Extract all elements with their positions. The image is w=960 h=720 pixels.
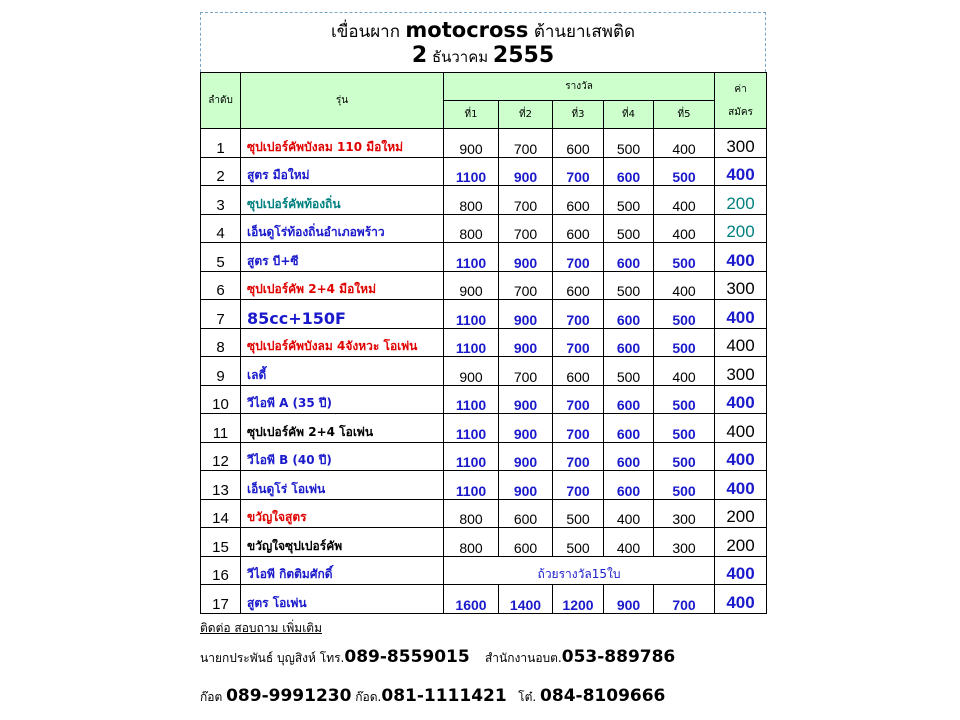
class-name: ซุปเปอร์คัพท้องถิ่น [241, 186, 444, 215]
table-row [201, 471, 767, 500]
prize-place-4: 600 [604, 243, 654, 272]
table-row [201, 385, 767, 414]
date-month: ธันวาคม [431, 48, 489, 66]
prize-place-4: 600 [604, 300, 654, 329]
prize-place-3: 600 [553, 129, 604, 158]
prize-place-3: 700 [553, 300, 604, 329]
contact-name-3: ก๊อต [200, 690, 223, 704]
header-prize: รางวัล [444, 73, 715, 101]
prize-place-3: 600 [553, 271, 604, 300]
prize-place-5: 500 [654, 442, 715, 471]
entry-fee: 400 [715, 556, 767, 585]
prize-place-1: 900 [444, 129, 499, 158]
prize-place-1: 1100 [444, 414, 499, 443]
header-place-3: ที่3 [553, 101, 604, 129]
prize-place-2: 1400 [499, 585, 553, 614]
prize-place-3: 700 [553, 442, 604, 471]
phone-2: 053-889786 [561, 647, 676, 667]
row-number: 17 [201, 585, 241, 614]
prize-place-3: 700 [553, 414, 604, 443]
title-date [201, 43, 765, 70]
row-number: 5 [201, 243, 241, 272]
prize-place-1: 1600 [444, 585, 499, 614]
prize-place-2: 900 [499, 385, 553, 414]
prize-table [200, 72, 767, 614]
title-suffix: ต้านยาเสพติด [533, 22, 636, 42]
row-number: 6 [201, 271, 241, 300]
date-year: 2555 [492, 43, 555, 68]
prize-place-1: 1100 [444, 385, 499, 414]
class-name: สูตร โอเพ่น [241, 585, 444, 614]
header-order: ลำดับ [201, 73, 241, 129]
prize-place-3: 1200 [553, 585, 604, 614]
header-fee-line2: สมัคร [728, 106, 753, 118]
entry-fee: 300 [715, 357, 767, 386]
contact-name-1: นายกประพันธ์ บุญสิงห์ โทร. [200, 651, 345, 665]
prize-place-5: 300 [654, 528, 715, 557]
table-row [201, 556, 767, 585]
class-name: ขวัญใจซุปเปอร์คัพ [241, 528, 444, 557]
prize-place-2: 900 [499, 414, 553, 443]
header-fee [715, 73, 767, 129]
class-name: ซุปเปอร์คัพ 2+4 มือใหม่ [241, 271, 444, 300]
row-number: 10 [201, 385, 241, 414]
prize-place-5: 500 [654, 157, 715, 186]
prize-place-5: 400 [654, 271, 715, 300]
prize-place-3: 700 [553, 385, 604, 414]
prize-place-4: 600 [604, 414, 654, 443]
prize-place-4: 600 [604, 471, 654, 500]
prize-place-4: 600 [604, 328, 654, 357]
table-row [201, 300, 767, 329]
class-name: วีไอพี B (40 ปี) [241, 442, 444, 471]
prize-place-1: 800 [444, 214, 499, 243]
contact-line-2 [200, 685, 820, 708]
title-line-1 [201, 13, 765, 43]
row-number: 14 [201, 499, 241, 528]
class-name: 85cc+150F [241, 300, 444, 329]
phone-1: 089-8559015 [344, 647, 470, 667]
table-row [201, 414, 767, 443]
header-place-2: ที่2 [499, 101, 553, 129]
prize-place-4: 500 [604, 214, 654, 243]
header-place-5: ที่5 [654, 101, 715, 129]
prize-place-3: 500 [553, 528, 604, 557]
prize-place-5: 500 [654, 471, 715, 500]
entry-fee: 400 [715, 157, 767, 186]
prize-place-4: 600 [604, 385, 654, 414]
entry-fee: 400 [715, 243, 767, 272]
row-number: 13 [201, 471, 241, 500]
contact-heading: ติดต่อ สอบถาม เพิ่มเติม [200, 621, 323, 635]
class-name: วีไอพี A (35 ปี) [241, 385, 444, 414]
entry-fee: 200 [715, 528, 767, 557]
entry-fee: 400 [715, 414, 767, 443]
class-name: เอ็นดูโร่ท้องถิ่นอำเภอพร้าว [241, 214, 444, 243]
entry-fee: 400 [715, 300, 767, 329]
class-name: ซุปเปอร์คัพ 2+4 โอเพ่น [241, 414, 444, 443]
entry-fee: 300 [715, 271, 767, 300]
prize-place-2: 900 [499, 328, 553, 357]
prize-place-4: 500 [604, 129, 654, 158]
prize-place-3: 700 [553, 471, 604, 500]
prize-place-2: 700 [499, 214, 553, 243]
prize-place-3: 600 [553, 214, 604, 243]
table-row [201, 186, 767, 215]
prize-place-1: 800 [444, 528, 499, 557]
class-name: ซุปเปอร์คัพบังลม 4จังหวะ โอเพ่น [241, 328, 444, 357]
row-number: 3 [201, 186, 241, 215]
prize-place-2: 600 [499, 499, 553, 528]
table-row [201, 357, 767, 386]
prize-place-2: 900 [499, 442, 553, 471]
table-row [201, 243, 767, 272]
title-brand: motocross [405, 18, 529, 42]
footer [200, 620, 820, 708]
prize-place-5: 400 [654, 186, 715, 215]
table-row [201, 442, 767, 471]
table-row [201, 528, 767, 557]
prize-place-3: 700 [553, 328, 604, 357]
prize-place-1: 1100 [444, 471, 499, 500]
entry-fee: 400 [715, 385, 767, 414]
entry-fee: 200 [715, 186, 767, 215]
row-number: 12 [201, 442, 241, 471]
prize-place-3: 700 [553, 157, 604, 186]
prize-place-2: 700 [499, 357, 553, 386]
header-place-4: ที่4 [604, 101, 654, 129]
class-name: สูตร บี+ซี [241, 243, 444, 272]
table-row [201, 499, 767, 528]
table-row [201, 585, 767, 614]
row-number: 1 [201, 129, 241, 158]
row-number: 11 [201, 414, 241, 443]
entry-fee: 300 [715, 129, 767, 158]
entry-fee: 400 [715, 471, 767, 500]
prize-place-1: 800 [444, 186, 499, 215]
prize-place-5: 400 [654, 357, 715, 386]
prize-place-4: 400 [604, 528, 654, 557]
prize-place-4: 400 [604, 499, 654, 528]
phone-3: 089-9991230 [226, 686, 352, 706]
prize-place-4: 600 [604, 157, 654, 186]
prize-sheet [200, 12, 766, 614]
entry-fee: 400 [715, 442, 767, 471]
prize-place-5: 400 [654, 214, 715, 243]
phone-4: 081-1111421 [381, 686, 507, 706]
header-fee-line1: ค่า [734, 83, 747, 95]
prize-place-5: 700 [654, 585, 715, 614]
prize-place-5: 500 [654, 414, 715, 443]
row-number: 9 [201, 357, 241, 386]
prize-place-5: 300 [654, 499, 715, 528]
prize-place-2: 900 [499, 471, 553, 500]
prize-place-5: 500 [654, 300, 715, 329]
prize-place-1: 1100 [444, 243, 499, 272]
prize-place-2: 700 [499, 129, 553, 158]
header-row [201, 73, 767, 101]
table-row [201, 271, 767, 300]
entry-fee: 200 [715, 214, 767, 243]
table-row [201, 328, 767, 357]
table-row [201, 129, 767, 158]
prize-place-2: 900 [499, 300, 553, 329]
contact-name-5: โต๋. [518, 690, 537, 704]
prize-place-5: 500 [654, 328, 715, 357]
prize-place-1: 1100 [444, 157, 499, 186]
prize-place-1: 1100 [444, 300, 499, 329]
row-number: 7 [201, 300, 241, 329]
prize-place-3: 500 [553, 499, 604, 528]
prize-place-4: 600 [604, 442, 654, 471]
header-place-1: ที่1 [444, 101, 499, 129]
title-box [200, 12, 766, 72]
class-name: ซุปเปอร์คัพบังลม 110 มือใหม่ [241, 129, 444, 158]
class-name: สูตร มือใหม่ [241, 157, 444, 186]
prize-place-2: 700 [499, 186, 553, 215]
prize-place-1: 800 [444, 499, 499, 528]
date-day: 2 [411, 43, 428, 68]
prize-place-4: 500 [604, 357, 654, 386]
prize-place-3: 600 [553, 186, 604, 215]
prize-place-1: 900 [444, 357, 499, 386]
prize-note: ถ้วยรางวัล15ใบ [444, 556, 715, 585]
class-name: เอ็นดูโร่ โอเพ่น [241, 471, 444, 500]
table-row [201, 214, 767, 243]
title-prefix: เขื่อนผาก [330, 22, 401, 42]
prize-place-2: 700 [499, 271, 553, 300]
phone-5: 084-8109666 [540, 686, 666, 706]
contact-name-2: สำนักงานอบต. [484, 651, 562, 665]
row-number: 8 [201, 328, 241, 357]
prize-place-1: 1100 [444, 328, 499, 357]
row-number: 16 [201, 556, 241, 585]
class-name: ขวัญใจสูตร [241, 499, 444, 528]
prize-place-4: 500 [604, 186, 654, 215]
prize-place-4: 900 [604, 585, 654, 614]
prize-place-4: 500 [604, 271, 654, 300]
prize-place-3: 600 [553, 357, 604, 386]
prize-place-5: 500 [654, 385, 715, 414]
table-row [201, 157, 767, 186]
row-number: 2 [201, 157, 241, 186]
prize-place-3: 700 [553, 243, 604, 272]
contact-line-1 [200, 646, 820, 669]
prize-place-5: 500 [654, 243, 715, 272]
entry-fee: 200 [715, 499, 767, 528]
entry-fee: 400 [715, 585, 767, 614]
prize-place-1: 1100 [444, 442, 499, 471]
prize-place-2: 600 [499, 528, 553, 557]
prize-place-2: 900 [499, 243, 553, 272]
entry-fee: 400 [715, 328, 767, 357]
contact-name-4: ก๊อด. [355, 690, 382, 704]
class-name: วีไอพี กิตติมศักดิ์ [241, 556, 444, 585]
prize-place-2: 900 [499, 157, 553, 186]
header-class: รุ่น [241, 73, 444, 129]
row-number: 4 [201, 214, 241, 243]
class-name: เลดี้ [241, 357, 444, 386]
prize-place-1: 900 [444, 271, 499, 300]
row-number: 15 [201, 528, 241, 557]
prize-place-5: 400 [654, 129, 715, 158]
